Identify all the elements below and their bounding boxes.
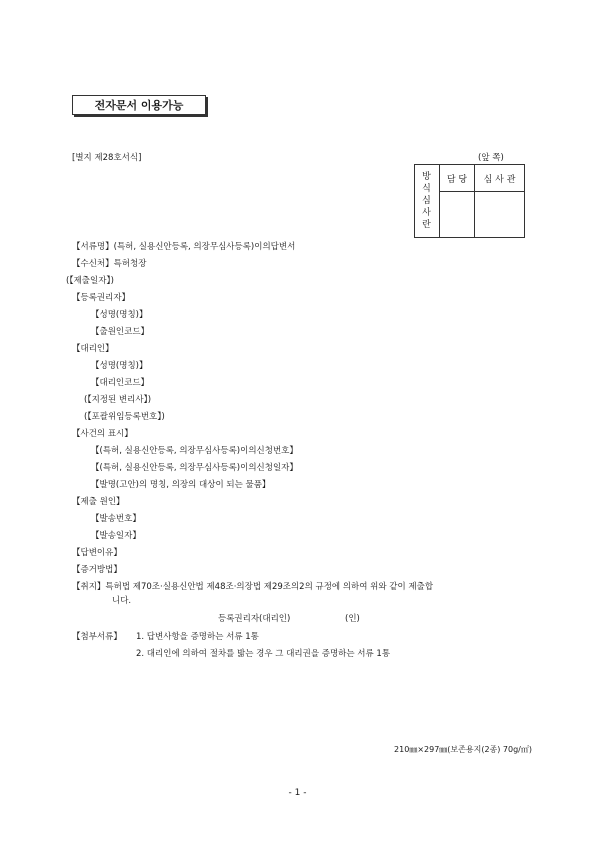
- general-power-number-line: (【포괄위임등록번호】): [84, 412, 165, 422]
- approval-col-staff: 담 당: [440, 165, 475, 192]
- right-holder-name-line: 【성명(명칭)】: [91, 310, 148, 320]
- purpose-line: 【취지】특허법 제70조·실용신안법 제48조·의장법 제29조의2의 규정에 의하여 위와 같이 제출합: [72, 582, 434, 592]
- seal-mark: (인): [345, 614, 360, 624]
- electronic-doc-badge: 전자문서 이용가능: [72, 95, 206, 115]
- attachments-label: 【첨부서류】: [72, 632, 122, 642]
- submission-cause-line: 【제출 원인】: [72, 497, 125, 507]
- designated-attorney-line: (【지정된 변리사】): [84, 395, 152, 405]
- opposition-number-line: 【(특허, 실용신안등록, 의장무심사등록)이의신청번호】: [91, 446, 298, 456]
- case-indication-line: 【사건의 표시】: [72, 429, 133, 439]
- opposition-date-line: 【(특허, 실용신안등록, 의장무심사등록)이의신청일자】: [91, 463, 298, 473]
- approval-col-examiner: 심 사 관: [475, 165, 525, 192]
- paper-spec: 210㎜×297㎜(보존용지(2종) 70g/㎡): [394, 745, 532, 754]
- page-number: - 1 -: [288, 788, 307, 798]
- approval-examiner-signature-cell: [475, 192, 525, 238]
- approval-vertical-label: 방식심사란: [415, 165, 440, 238]
- agent-line: 【대리인】: [72, 344, 114, 354]
- agent-name-line: 【성명(명칭)】: [91, 361, 148, 371]
- front-side-label: (앞 쪽): [478, 153, 504, 163]
- approval-table: [414, 164, 525, 238]
- reply-reason-line: 【답변이유】: [72, 548, 122, 558]
- submission-date-line: (【제출일자】): [66, 276, 114, 286]
- approval-staff-signature-cell: [440, 192, 475, 238]
- recipient-line: 【수신처】특허청장: [72, 259, 147, 269]
- right-holder-line: 【등록권리자】: [72, 293, 131, 303]
- signature-label: 등록권리자(대리인): [218, 614, 291, 624]
- purpose-line-continued: 니다.: [112, 596, 132, 606]
- dispatch-date-line: 【발송일자】: [91, 531, 141, 541]
- doc-name-line: 【서류명】(특허, 실용신안등록, 의장무심사등록)이의답변서: [72, 242, 296, 252]
- dispatch-number-line: 【발송번호】: [91, 514, 141, 524]
- agent-code-line: 【대리인코드】: [91, 378, 150, 388]
- attachment-item-2: 2. 대리인에 의하여 절차를 밟는 경우 그 대리권을 증명하는 서류 1통: [136, 649, 391, 659]
- invention-title-line: 【발명(고안)의 명칭, 의장의 대상이 되는 물품】: [91, 480, 271, 490]
- evidence-line: 【증거방법】: [72, 565, 122, 575]
- attachment-item-1: 1. 답변사항을 증명하는 서류 1통: [136, 632, 259, 642]
- applicant-code-line: 【출원인코드】: [91, 327, 150, 337]
- form-number: [별지 제28호서식]: [72, 153, 142, 163]
